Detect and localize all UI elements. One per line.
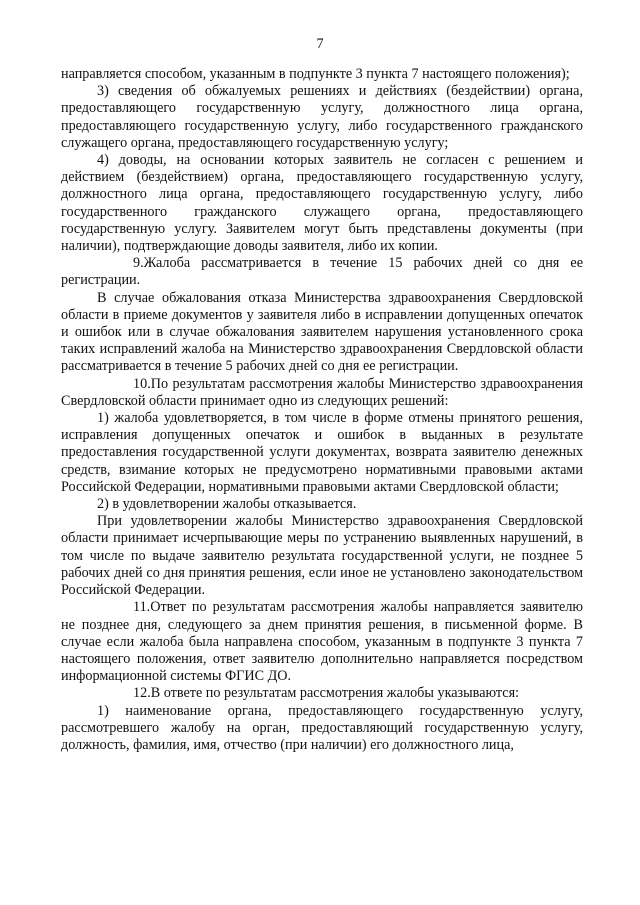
page-number: 7 xyxy=(316,36,324,52)
paragraph-text: 1) наименование органа, предоставляющего государственную услугу, рассмотревшего жалобу на орган, предоставляющий государственную услугу, должность, фамилия, имя, отчество (при наличии) его должностного лица, xyxy=(61,702,583,753)
paragraph-number: 11. xyxy=(133,599,151,616)
paragraph xyxy=(61,703,583,755)
paragraph-text: 4) доводы, на основании которых заявитель не согласен с решением и действием (бездействием) органа, предоставляющего государственную услугу, должностного лица органа, предоставляющего государственную услугу, либо государственного гражданского служащего органа, предоставляющего государственную услугу. Заявителем могут быть представлены документы (при наличии), подтверждающие доводы заявителя, либо их копии. xyxy=(61,152,583,255)
paragraph-number: 10. xyxy=(133,375,151,392)
paragraph-number: 12. xyxy=(133,685,151,702)
paragraph-text: При удовлетворении жалобы Министерство здравоохранения Свердловской области принимает исчерпывающие меры по устранению выявленных нарушений, в том числе по выдаче заявителю результата государственной услуги, не позднее 5 рабочих дней со дня принятия решения, если иное не установлено законодательством Российской Федерации. xyxy=(61,513,583,599)
paragraph-text: По результатам рассмотрения жалобы Министерство здравоохранения Свердловской области принимает одно из следующих решений: xyxy=(61,375,583,409)
paragraph xyxy=(61,66,583,83)
paragraph xyxy=(61,255,583,289)
paragraph-number: 9. xyxy=(133,255,144,272)
paragraph xyxy=(61,410,583,496)
paragraph-text: Ответ по результатам рассмотрения жалобы направляется заявителю не позднее дня, следующего за днем принятия решения, в письменной форме. В случае если жалоба была направлена способом, указанным в подпункте 3 пункта 7 настоящего положения, ответ заявителю дополнительно направляется посредством информационной системы ФГИС ДО. xyxy=(61,599,583,685)
paragraph-text: 3) сведения об обжалуемых решениях и действиях (бездействии) органа, предоставляющего государственную услугу, должностного лица органа, предоставляющего государственную услугу, либо государственного гражданского служащего органа, предоставляющего государственную услугу; xyxy=(61,83,583,151)
paragraph xyxy=(61,376,583,410)
paragraph-text: направляется способом, указанным в подпункте 3 пункта 7 настоящего положения); xyxy=(61,66,570,82)
paragraph-text: В случае обжалования отказа Министерства здравоохранения Свердловской области в приеме документов у заявителя либо в исправлении допущенных опечаток и ошибок или в случае обжалования заявителем нарушения установленного срока таких исправлений жалоба на Министерство здравоохранения Свердловской области рассматривается в течение 5 рабочих дней со дня ее регистрации. xyxy=(61,289,583,375)
paragraph xyxy=(61,152,583,255)
paragraph xyxy=(61,290,583,376)
paragraph-text: В ответе по результатам рассмотрения жалобы указываются: xyxy=(150,685,520,702)
paragraph xyxy=(61,685,583,702)
paragraph-text: 2) в удовлетворении жалобы отказывается. xyxy=(97,496,357,513)
paragraph xyxy=(61,83,583,152)
paragraph xyxy=(61,513,583,599)
paragraph xyxy=(61,496,583,513)
paragraph-text: Жалоба рассматривается в течение 15 рабочих дней со дня ее регистрации. xyxy=(61,255,583,289)
paragraph xyxy=(61,599,583,685)
paragraph-text: 1) жалоба удовлетворяется, в том числе в форме отмены принятого решения, исправления допущенных опечаток и ошибок в выданных в результате предоставления государственной услуги документах, возврата заявителю денежных средств, взимание которых не предусмотрено нормативными правовыми актами Российской Федерации, нормативными правовыми актами Свердловской области; xyxy=(61,410,583,495)
document-body xyxy=(61,66,583,754)
